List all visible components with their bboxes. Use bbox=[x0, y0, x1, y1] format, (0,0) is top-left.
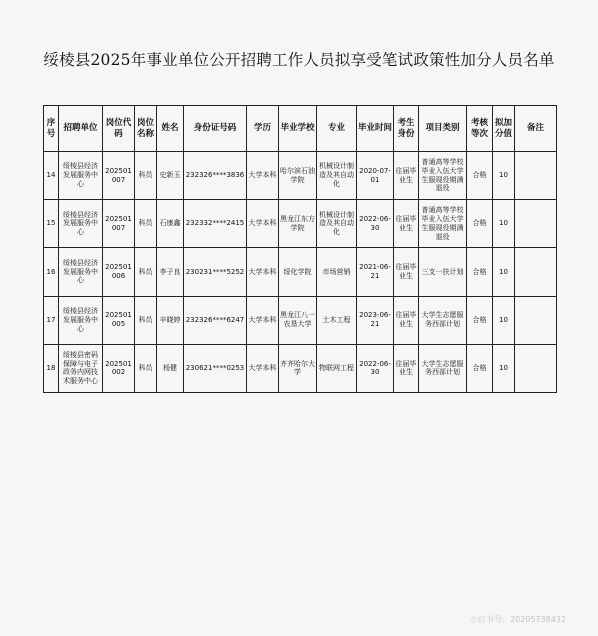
cell-points: 10 bbox=[493, 344, 515, 392]
header-cell: 学历 bbox=[247, 106, 279, 152]
cell-points: 10 bbox=[493, 200, 515, 248]
cell-category: 三支一扶计划 bbox=[419, 248, 467, 296]
header-cell: 考核等次 bbox=[467, 106, 493, 152]
watermark-text: 小红书号：2020573​8432 bbox=[470, 615, 566, 624]
cell-employer: 绥棱县经济发展服务中心 bbox=[59, 200, 103, 248]
header-cell: 序号 bbox=[44, 106, 59, 152]
cell-category: 普通高等学校毕业入伍大学生服现役期满退役 bbox=[419, 200, 467, 248]
cell-employer: 绥棱县密码保障与电子政务内网技术服务中心 bbox=[59, 344, 103, 392]
cell-grade: 合格 bbox=[467, 248, 493, 296]
table-row bbox=[44, 296, 557, 344]
cell-id-number: 230621****0253 bbox=[184, 344, 247, 392]
cell-post-code: 202501005 bbox=[103, 296, 135, 344]
cell-post-name: 科员 bbox=[135, 344, 157, 392]
table-row bbox=[44, 152, 557, 200]
cell-education: 大学本科 bbox=[247, 152, 279, 200]
cell-status: 往届毕业生 bbox=[394, 152, 419, 200]
cell-employer: 绥棱县经济发展服务中心 bbox=[59, 152, 103, 200]
cell-index: 16 bbox=[44, 248, 59, 296]
cell-remarks bbox=[515, 296, 557, 344]
cell-id-number: 232332****2415 bbox=[184, 200, 247, 248]
header-cell: 项目类别 bbox=[419, 106, 467, 152]
cell-major: 物联网工程 bbox=[317, 344, 357, 392]
cell-school: 绥化学院 bbox=[279, 248, 317, 296]
cell-grade: 合格 bbox=[467, 344, 493, 392]
cell-school: 齐齐哈尔大学 bbox=[279, 344, 317, 392]
header-cell: 身份证号码 bbox=[184, 106, 247, 152]
cell-name: 杨健 bbox=[157, 344, 184, 392]
cell-employer: 绥棱县经济发展服务中心 bbox=[59, 296, 103, 344]
cell-category: 大学生志愿服务西部计划 bbox=[419, 344, 467, 392]
header-cell: 招聘单位 bbox=[59, 106, 103, 152]
cell-grad-date: 2023-06-21 bbox=[357, 296, 394, 344]
cell-post-code: 202501007 bbox=[103, 152, 135, 200]
cell-employer: 绥棱县经济发展服务中心 bbox=[59, 248, 103, 296]
cell-grade: 合格 bbox=[467, 152, 493, 200]
cell-major: 市场营销 bbox=[317, 248, 357, 296]
cell-major: 土木工程 bbox=[317, 296, 357, 344]
header-cell: 考生身份 bbox=[394, 106, 419, 152]
cell-status: 往届毕业生 bbox=[394, 248, 419, 296]
cell-status: 往届毕业生 bbox=[394, 200, 419, 248]
header-row bbox=[44, 106, 557, 152]
cell-name: 李子良 bbox=[157, 248, 184, 296]
header-cell: 备注 bbox=[515, 106, 557, 152]
cell-remarks bbox=[515, 344, 557, 392]
header-cell: 毕业时间 bbox=[357, 106, 394, 152]
cell-name: 史新玉 bbox=[157, 152, 184, 200]
cell-index: 15 bbox=[44, 200, 59, 248]
header-cell: 毕业学校 bbox=[279, 106, 317, 152]
cell-index: 18 bbox=[44, 344, 59, 392]
cell-school: 哈尔滨石油学院 bbox=[279, 152, 317, 200]
cell-remarks bbox=[515, 152, 557, 200]
header-cell: 姓名 bbox=[157, 106, 184, 152]
cell-name: 石康鑫 bbox=[157, 200, 184, 248]
cell-post-code: 202501006 bbox=[103, 248, 135, 296]
cell-index: 14 bbox=[44, 152, 59, 200]
document-title: 绥棱县2025年事业单位公开招聘工作人员拟享受笔试政策性加分人员名单 bbox=[43, 51, 555, 69]
cell-post-name: 科员 bbox=[135, 248, 157, 296]
cell-id-number: 232326****3836 bbox=[184, 152, 247, 200]
header-cell: 专业 bbox=[317, 106, 357, 152]
cell-major: 机械设计制造及其自动化 bbox=[317, 200, 357, 248]
cell-grad-date: 2022-06-30 bbox=[357, 200, 394, 248]
cell-education: 大学本科 bbox=[247, 248, 279, 296]
cell-points: 10 bbox=[493, 152, 515, 200]
header-cell: 拟加分值 bbox=[493, 106, 515, 152]
cell-index: 17 bbox=[44, 296, 59, 344]
cell-points: 10 bbox=[493, 248, 515, 296]
cell-id-number: 230231****5252 bbox=[184, 248, 247, 296]
cell-status: 往届毕业生 bbox=[394, 296, 419, 344]
cell-points: 10 bbox=[493, 296, 515, 344]
roster-table bbox=[43, 105, 557, 393]
cell-school: 黑龙江东方学院 bbox=[279, 200, 317, 248]
cell-grad-date: 2020-07-01 bbox=[357, 152, 394, 200]
cell-education: 大学本科 bbox=[247, 200, 279, 248]
cell-grade: 合格 bbox=[467, 296, 493, 344]
cell-status: 往届毕业生 bbox=[394, 344, 419, 392]
header-cell: 岗位名称 bbox=[135, 106, 157, 152]
cell-name: 辛晓婷 bbox=[157, 296, 184, 344]
table-row bbox=[44, 200, 557, 248]
cell-category: 大学生志愿服务西部计划 bbox=[419, 296, 467, 344]
cell-school: 黑龙江八一农垦大学 bbox=[279, 296, 317, 344]
cell-post-name: 科员 bbox=[135, 296, 157, 344]
cell-post-name: 科员 bbox=[135, 200, 157, 248]
header-cell: 岗位代码 bbox=[103, 106, 135, 152]
cell-id-number: 232326****6247 bbox=[184, 296, 247, 344]
cell-category: 普通高等学校毕业入伍大学生服现役期满退役 bbox=[419, 152, 467, 200]
table-row bbox=[44, 344, 557, 392]
cell-post-code: 202501002 bbox=[103, 344, 135, 392]
cell-post-name: 科员 bbox=[135, 152, 157, 200]
cell-grade: 合格 bbox=[467, 200, 493, 248]
cell-major: 机械设计制造及其自动化 bbox=[317, 152, 357, 200]
cell-remarks bbox=[515, 248, 557, 296]
cell-grad-date: 2021-06-21 bbox=[357, 248, 394, 296]
cell-education: 大学本科 bbox=[247, 344, 279, 392]
cell-post-code: 202501007 bbox=[103, 200, 135, 248]
cell-grad-date: 2022-06-30 bbox=[357, 344, 394, 392]
cell-remarks bbox=[515, 200, 557, 248]
cell-education: 大学本科 bbox=[247, 296, 279, 344]
table-row bbox=[44, 248, 557, 296]
